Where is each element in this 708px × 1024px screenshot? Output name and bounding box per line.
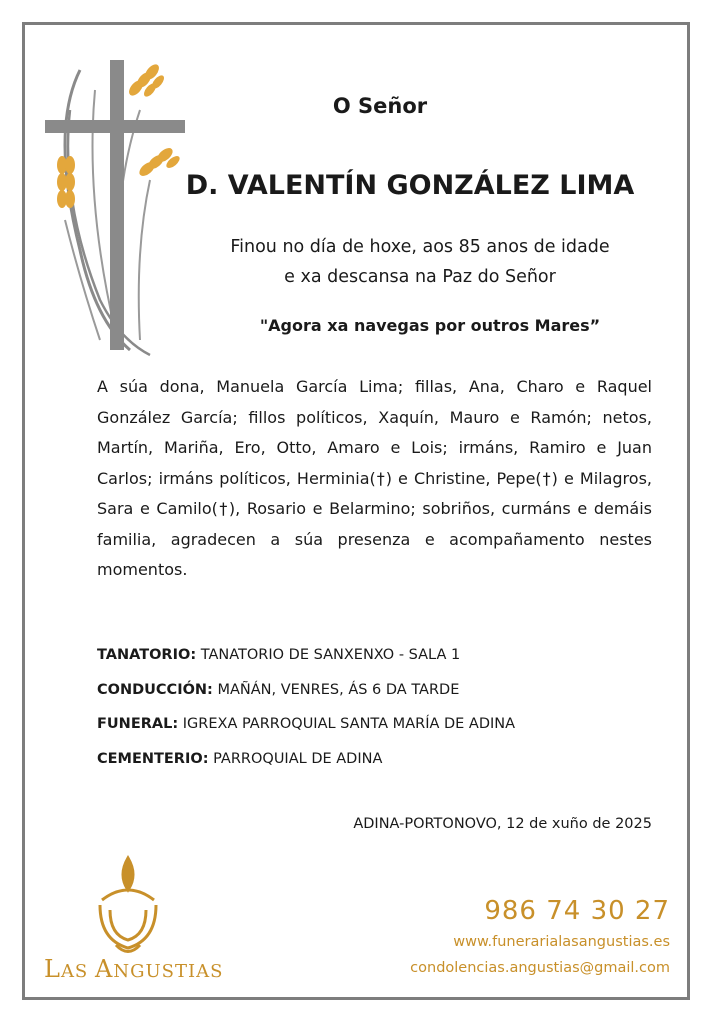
detail-funeral <box>97 714 657 734</box>
details-list <box>97 645 657 783</box>
detail-value: IGREXA PARROQUIAL SANTA MARÍA DE ADINA <box>182 716 516 732</box>
detail-value: TANATORIO DE SANXENXO - SALA 1 <box>200 647 461 663</box>
subtitle-line-2: e xa descansa na Paz do Señor <box>284 267 556 287</box>
detail-tanatorio <box>97 645 657 665</box>
detail-cementerio <box>97 749 657 769</box>
detail-label: CONDUCCIÓN: <box>97 681 213 698</box>
detail-conduccion <box>97 680 657 700</box>
email-link[interactable]: condolencias.angustias@gmail.com <box>410 960 670 976</box>
subtitle <box>190 232 650 292</box>
pre-title: O Señor <box>332 94 428 118</box>
family-text: A súa dona, Manuela García Lima; fillas, Ana, Charo e Raquel González García; fillos políticos, Xaquín, Mauro e Ramón; netos, Martín, Mariña, Ero, Otto, Amaro e Lois; irmáns, Ramiro e Juan Carlos; irmáns políticos, Herminia(†) e Christine, Pepe(†) e Milagros, Sara e Camilo(†), Rosario e Belarmino; sobriños, curmáns e demáis familia, agradecen a súa presenza e acompañamento nestes momentos. <box>97 377 652 579</box>
detail-value: MAÑÁN, VENRES, ÁS 6 DA TARDE <box>217 681 460 698</box>
detail-label: TANATORIO: <box>97 647 197 663</box>
quote: "Agora xa navegas por outros Mares” <box>259 316 601 335</box>
detail-label: FUNERAL: <box>97 716 179 732</box>
logo-text: LAS ANGUSTIAS <box>44 955 224 983</box>
deceased-name: D. VALENTÍN GONZÁLEZ LIMA <box>185 170 635 201</box>
cross-wheat-icon <box>40 50 190 370</box>
phone-number[interactable]: 986 74 30 27 <box>484 896 670 926</box>
detail-label: CEMENTERIO: <box>97 750 209 767</box>
website-link[interactable]: www.funerarialasangustias.es <box>453 934 670 950</box>
place-date: ADINA-PORTONOVO, 12 de xuño de 2025 <box>353 816 652 832</box>
detail-value: PARROQUIAL DE ADINA <box>213 750 383 767</box>
subtitle-line-1: Finou no día de hoxe, aos 85 anos de idade <box>230 237 610 257</box>
